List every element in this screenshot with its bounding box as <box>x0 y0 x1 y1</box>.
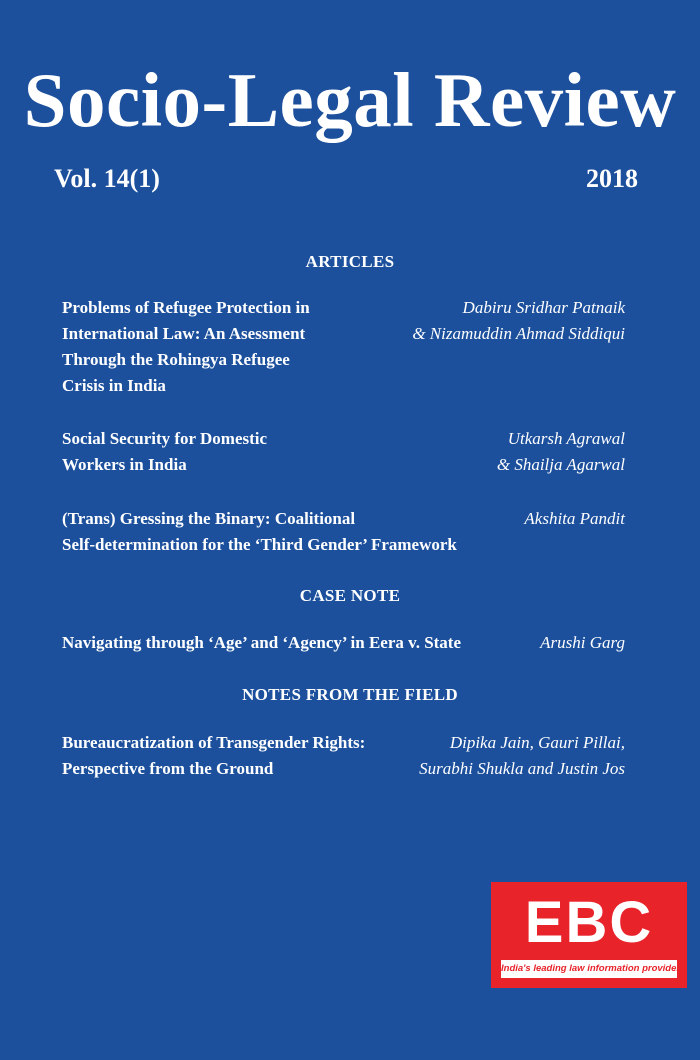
title-line: (Trans) Gressing the Binary: Coalitional <box>62 509 356 528</box>
title-line: Bureaucratization of Transgender Rights: <box>62 733 366 752</box>
title-line: Crisis in India <box>62 376 166 395</box>
article-authors-trans-gressing <box>325 506 625 532</box>
case-note-author <box>325 630 625 656</box>
volume-number: Vol. 14(1) <box>54 164 160 193</box>
article-authors-social-security <box>325 426 625 478</box>
section-heading-case-note: CASE NOTE <box>299 586 401 605</box>
article-authors-refugee-protection <box>325 295 625 347</box>
journal-title: Socio-Legal Review <box>23 57 677 143</box>
title-line: Workers in India <box>62 455 187 474</box>
ebc-logo-tagline: India's leading law information provider <box>501 960 677 978</box>
author-line: Akshita Pandit <box>524 509 625 528</box>
ebc-publisher-logo <box>491 882 687 988</box>
author-line: Surabhi Shukla and Justin Jos <box>419 759 625 778</box>
ebc-logo-mark: EBC <box>524 890 654 955</box>
author-line: Arushi Garg <box>540 633 625 652</box>
field-note-authors <box>325 730 625 782</box>
title-line: Navigating through ‘Age’ and ‘Agency’ in Eera v. State <box>62 633 462 652</box>
title-line: Social Security for Domestic <box>62 429 268 448</box>
title-line: Problems of Refugee Protection in <box>62 298 310 317</box>
section-heading-notes-from-the-field: NOTES FROM THE FIELD <box>242 685 458 704</box>
title-line: Self-determination for the ‘Third Gender’ Framework <box>62 535 457 554</box>
publication-year: 2018 <box>586 164 638 193</box>
title-line: Through the Rohingya Refugee <box>62 350 290 369</box>
author-line: & Shailja Agarwal <box>496 455 625 474</box>
section-heading-articles: ARTICLES <box>305 252 395 271</box>
author-line: Dipika Jain, Gauri Pillai, <box>449 733 625 752</box>
title-line: Perspective from the Ground <box>62 759 274 778</box>
author-line: & Nizamuddin Ahmad Siddiqui <box>412 324 625 343</box>
author-line: Dabiru Sridhar Patnaik <box>462 298 625 317</box>
author-line: Utkarsh Agrawal <box>507 429 625 448</box>
title-line: International Law: An Asessment <box>62 324 306 343</box>
